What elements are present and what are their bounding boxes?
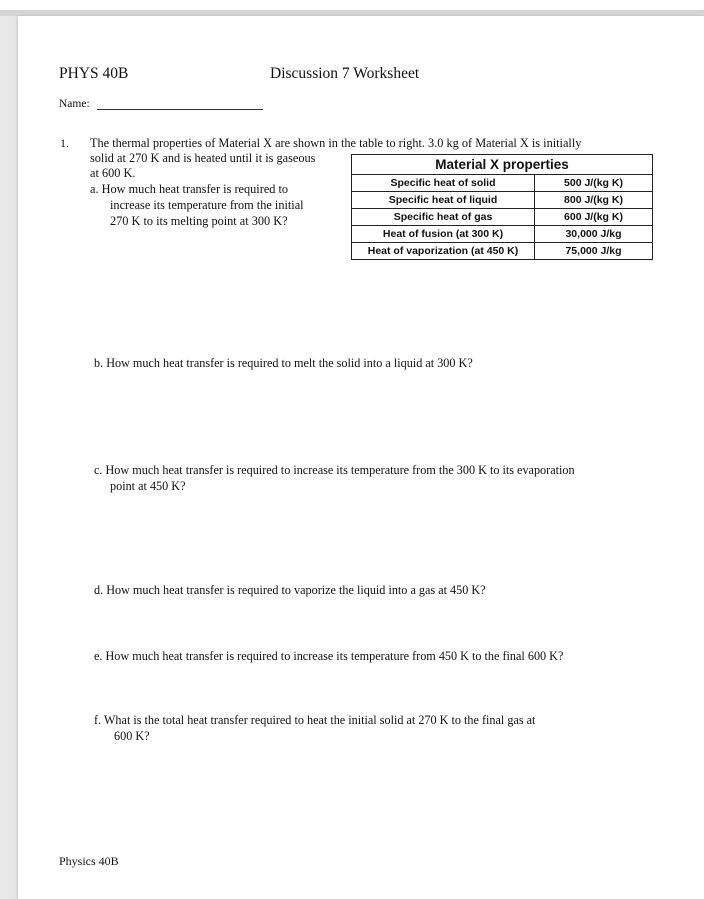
table-row	[352, 209, 653, 226]
question-intro-line: solid at 270 K and is heated until it is gaseous	[90, 151, 316, 165]
material-properties-table	[351, 154, 653, 260]
worksheet-title: Discussion 7 Worksheet	[270, 65, 420, 82]
property-value: 30,000 J/kg	[535, 226, 653, 243]
part-e: e. How much heat transfer is required to increase its temperature from 450 K to the final 600 K?	[94, 649, 564, 663]
part-b: b. How much heat transfer is required to melt the solid into a liquid at 300 K?	[94, 356, 473, 370]
part-f-line: 600 K?	[114, 729, 150, 743]
question-intro-line: The thermal properties of Material X are shown in the table to right. 3.0 kg of Material X is initially	[90, 136, 582, 150]
part-a-line: 270 K to its melting point at 300 K?	[110, 214, 288, 228]
question-intro-line: at 600 K.	[90, 166, 136, 180]
table-row	[352, 226, 653, 243]
name-blank-line	[97, 109, 263, 110]
course-title: PHYS 40B	[59, 65, 129, 82]
document-page	[18, 16, 704, 899]
part-c-line: point at 450 K?	[110, 479, 186, 493]
part-f-line: f. What is the total heat transfer required to heat the initial solid at 270 K to the final gas at	[94, 713, 536, 727]
property-value: 600 J/(kg K)	[535, 209, 653, 226]
part-a-line: How much heat transfer is required to	[101, 182, 289, 196]
part-a-line: increase its temperature from the initial	[110, 198, 304, 212]
property-value: 500 J/(kg K)	[535, 175, 653, 192]
property-value: 75,000 J/kg	[535, 243, 653, 260]
property-value: 800 J/(kg K)	[535, 192, 653, 209]
property-name: Heat of fusion (at 300 K)	[352, 226, 535, 243]
page-footer: Physics 40B	[59, 854, 119, 868]
part-a	[90, 181, 304, 229]
table-title: Material X properties	[352, 155, 653, 175]
property-name: Specific heat of liquid	[352, 192, 535, 209]
table-row	[352, 175, 653, 192]
table-header-row	[352, 155, 653, 175]
part-d: d. How much heat transfer is required to vaporize the liquid into a gas at 450 K?	[94, 583, 486, 597]
name-label: Name:	[59, 98, 90, 110]
viewer-toolbar	[0, 0, 704, 10]
table-row	[352, 243, 653, 260]
property-name: Heat of vaporization (at 450 K)	[352, 243, 535, 260]
property-name: Specific heat of solid	[352, 175, 535, 192]
part-c-line: c. How much heat transfer is required to increase its temperature from the 300 K to its evaporation	[94, 463, 575, 477]
question-number: 1.	[60, 136, 69, 150]
property-name: Specific heat of gas	[352, 209, 535, 226]
part-a-label: a.	[90, 182, 99, 196]
table-row	[352, 192, 653, 209]
